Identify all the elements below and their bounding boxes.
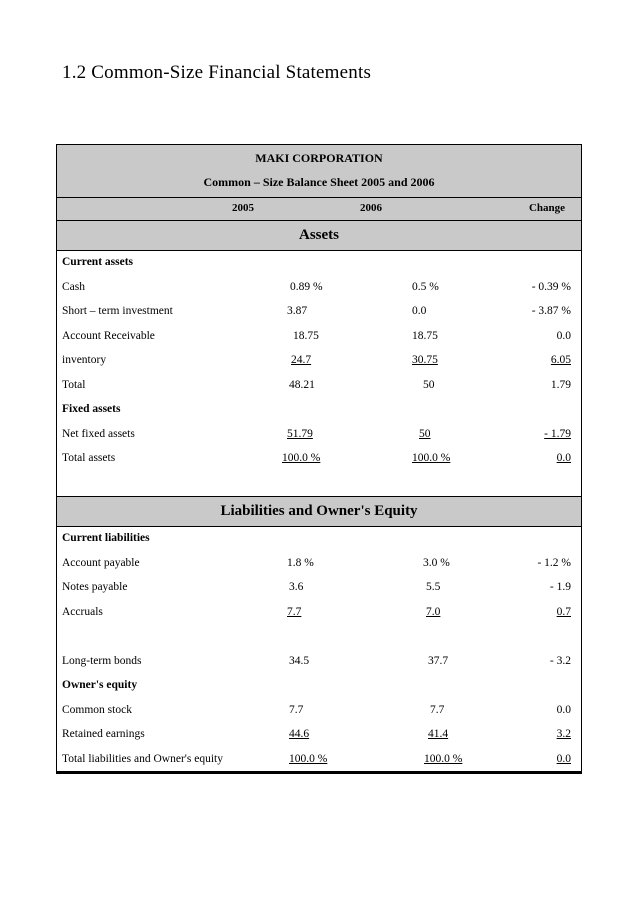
value-2005: 7.7	[289, 703, 304, 716]
value-change: - 0.39 %	[531, 280, 571, 293]
value-2005: 51.79	[287, 427, 313, 440]
value-change: - 3.87 %	[531, 305, 571, 317]
company-name: MAKI CORPORATION	[255, 151, 383, 165]
table-row	[57, 527, 581, 552]
col-change-header: Change	[528, 202, 565, 214]
table-row	[57, 552, 581, 577]
table-row	[57, 398, 581, 423]
row-label: Total	[62, 378, 86, 391]
table-row	[57, 723, 581, 748]
row-label: Total liabilities and Owner's equity	[62, 752, 223, 765]
col-2005-header: 2005	[232, 202, 254, 214]
table-row	[57, 650, 581, 675]
current-liabilities-heading: Current liabilities	[62, 532, 150, 544]
value-2006: 5.5	[426, 581, 441, 593]
value-2006: 0.5 %	[412, 280, 439, 293]
value-change: - 1.9	[549, 581, 571, 593]
table-row	[57, 447, 581, 472]
table-row	[57, 699, 581, 724]
row-label: Retained earnings	[62, 728, 145, 740]
table-row	[57, 576, 581, 601]
value-2006: 0.0	[412, 305, 427, 317]
table-row	[57, 276, 581, 301]
value-2006: 100.0 %	[424, 752, 463, 765]
year-header-row	[57, 198, 581, 221]
value-change: 0.0	[556, 752, 571, 765]
value-2005: 100.0 %	[289, 752, 328, 765]
table-row	[57, 325, 581, 350]
value-2006: 18.75	[412, 329, 438, 342]
value-2006: 100.0 %	[412, 452, 451, 464]
owners-equity-heading: Owner's equity	[62, 679, 138, 691]
value-2006: 50	[423, 378, 435, 391]
table-row	[57, 748, 581, 773]
section-title: 1.2 Common-Size Financial Statements	[62, 62, 372, 83]
value-2005: 48.21	[289, 378, 315, 391]
value-change: 1.79	[550, 378, 571, 391]
row-label: Net fixed assets	[62, 427, 135, 440]
value-2005: 34.5	[289, 654, 310, 667]
current-assets-heading: Current assets	[62, 256, 134, 268]
row-label: Accruals	[62, 605, 103, 618]
assets-title: Assets	[57, 221, 581, 251]
value-2006: 7.7	[430, 703, 445, 716]
row-label: Account Receivable	[62, 329, 155, 342]
value-2006: 30.75	[412, 354, 438, 366]
value-change: - 1.2 %	[537, 556, 571, 569]
value-2005: 7.7	[287, 605, 302, 618]
value-2006: 37.7	[428, 654, 449, 667]
fixed-assets-heading: Fixed assets	[62, 403, 121, 415]
value-2006: 3.0 %	[423, 556, 450, 569]
value-change: 0.0	[556, 452, 571, 464]
value-2006: 50	[419, 427, 431, 440]
value-2005: 3.6	[289, 581, 304, 593]
value-2006: 7.0	[426, 605, 441, 618]
row-label: Account payable	[62, 556, 140, 569]
value-2005: 3.87	[287, 305, 308, 317]
row-label: Total assets	[62, 452, 116, 464]
table-row	[57, 423, 581, 448]
value-change: 3.2	[556, 728, 571, 740]
value-change: 0.0	[556, 329, 571, 342]
row-label: Notes payable	[62, 581, 128, 593]
value-2005: 0.89 %	[290, 280, 323, 293]
value-change: - 1.79	[544, 427, 571, 440]
row-label: Short – term investment	[62, 305, 173, 317]
value-2005: 100.0 %	[282, 452, 321, 464]
value-change: 0.7	[556, 605, 571, 618]
col-2006-header: 2006	[360, 202, 382, 214]
value-2005: 24.7	[291, 354, 312, 366]
value-2005: 1.8 %	[287, 556, 314, 569]
value-change: - 3.2	[549, 654, 571, 667]
table-row	[57, 601, 581, 626]
table-row	[57, 349, 581, 374]
row-label: inventory	[62, 354, 107, 366]
table-header	[57, 145, 581, 198]
value-2006: 41.4	[428, 728, 449, 740]
row-label: Long-term bonds	[62, 654, 142, 667]
table-row	[57, 674, 581, 699]
row-label: Cash	[62, 280, 85, 293]
table-row	[57, 251, 581, 276]
table-subtitle: Common – Size Balance Sheet 2005 and 2006	[203, 175, 435, 189]
row-label: Common stock	[62, 703, 132, 716]
table-row	[57, 300, 581, 325]
value-2005: 18.75	[293, 329, 319, 342]
value-change: 6.05	[550, 354, 571, 366]
value-change: 0.0	[556, 703, 571, 716]
liabilities-title: Liabilities and Owner's Equity	[57, 496, 581, 527]
balance-sheet-table	[56, 144, 582, 774]
table-row	[57, 374, 581, 399]
value-2005: 44.6	[289, 728, 310, 740]
